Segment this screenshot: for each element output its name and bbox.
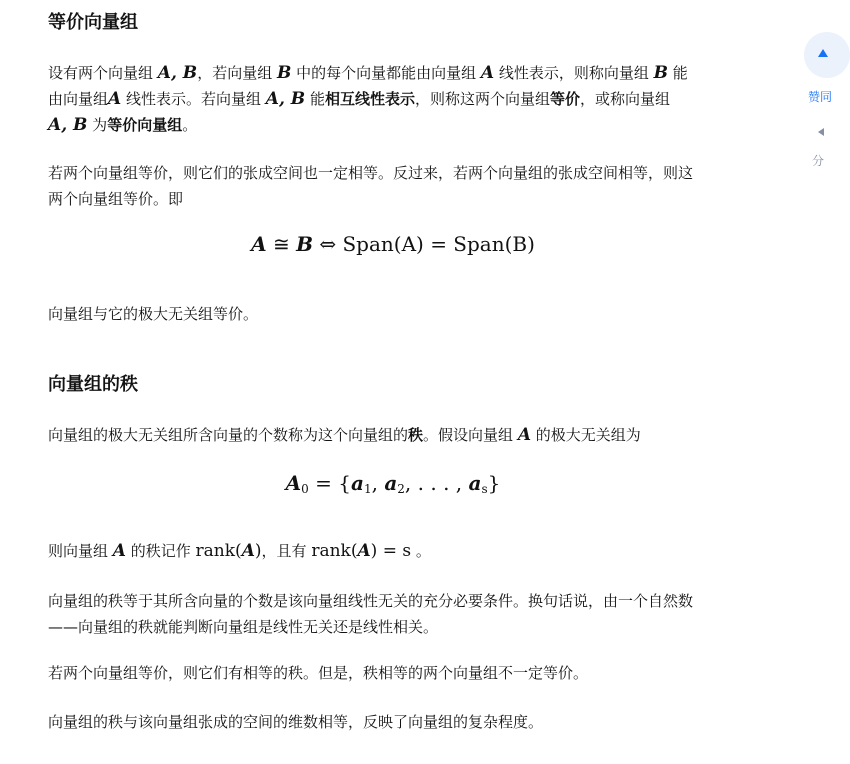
math-inline: rank( — [195, 541, 242, 561]
math-symbol: , . . . , — [404, 471, 469, 495]
math-symbol: B — [296, 232, 313, 256]
bold-text: 等价向量组 — [107, 116, 183, 134]
math-inline: ) — [254, 541, 262, 561]
like-label[interactable]: 赞同 — [808, 90, 833, 104]
text: 设有两个向量组 — [48, 64, 158, 82]
text: 则向量组 — [48, 542, 113, 560]
bold-text: 秩 — [408, 426, 424, 444]
paragraph-definition — [48, 60, 748, 138]
text-line: ——向量组的秩就能判断向量组是线性无关还是线性相关。 — [48, 618, 439, 636]
share-caret-icon[interactable] — [818, 128, 824, 136]
paragraph-maximal-independent: 向量组与它的极大无关组等价。 — [48, 305, 259, 323]
text: 的极大无关组为 — [531, 426, 641, 444]
math-var: a — [468, 471, 482, 495]
text: 能 — [668, 64, 688, 82]
paragraph-rank-notation — [48, 538, 431, 564]
text-line: 若两个向量组等价，则它们的张成空间也一定相等。反过来，若两个向量组的张成空间相等，则这 — [48, 164, 694, 182]
math-inline: A — [517, 425, 532, 445]
math-subscript: 2 — [397, 482, 405, 496]
math-symbol — [351, 471, 372, 495]
math-symbol: A — [251, 232, 267, 256]
math-symbol: = { — [308, 471, 351, 495]
text: ，且有 — [261, 542, 312, 560]
paragraph-rank-independence — [48, 588, 748, 640]
text: 向量组的极大无关组所含向量的个数称为这个向量组的 — [48, 426, 409, 444]
text: 能 — [305, 90, 325, 108]
text: 。 — [411, 542, 431, 560]
text-line: 向量组的秩等于其所含向量的个数是该向量组线性无关的充分必要条件。换句话说，由一个自然数 — [48, 592, 694, 610]
math-symbol: } — [487, 471, 501, 495]
formula-equivalence — [48, 232, 738, 256]
paragraph-span-equivalence — [48, 160, 748, 212]
bold-text: 相互线性表示 — [324, 90, 415, 108]
math-inline: A — [112, 541, 126, 561]
math-symbol — [384, 471, 405, 495]
section-title-rank: 向量组的秩 — [48, 374, 138, 395]
math-subscript: 0 — [301, 482, 309, 496]
side-action-rail — [804, 32, 833, 168]
text-line: 两个向量组等价。即 — [48, 190, 184, 208]
like-button[interactable] — [804, 32, 850, 78]
upvote-triangle-icon — [818, 49, 828, 57]
text: 中的每个向量都能由向量组 — [291, 64, 481, 82]
math-var: a — [350, 471, 364, 495]
math-inline: B — [653, 63, 669, 83]
math-inline: A, B — [157, 63, 198, 83]
math-inline: A, B — [265, 89, 306, 109]
text: ，或称向量组 — [580, 90, 671, 108]
text: 由向量组 — [48, 90, 109, 108]
share-label[interactable]: 分 — [812, 154, 825, 168]
paragraph-rank-dimension: 向量组的秩与该向量组张成的空间的维数相等，反映了向量组的复杂程度。 — [48, 713, 544, 731]
text: ，若向量组 — [197, 64, 277, 82]
math-var: a — [384, 471, 398, 495]
section-title-equivalent-vector-groups: 等价向量组 — [48, 12, 138, 33]
math-inline: A — [480, 63, 495, 83]
text: ，则称这两个向量组 — [414, 90, 550, 108]
paragraph-rank-definition — [48, 422, 748, 448]
math-symbol: ≅ — [266, 232, 297, 256]
math-subscript: 1 — [363, 482, 372, 496]
math-subscript: s — [481, 482, 488, 496]
math-inline: rank( — [311, 541, 358, 561]
math-inline: A — [357, 541, 371, 561]
text: 。假设向量组 — [423, 426, 518, 444]
math-var: A — [285, 471, 302, 495]
paragraph-equal-rank: 若两个向量组等价，则它们有相等的秩。但是，秩相等的两个向量组不一定等价。 — [48, 664, 589, 682]
math-inline: ) = s — [370, 541, 412, 561]
math-inline: A — [108, 89, 122, 109]
text: 的秩记作 — [125, 542, 196, 560]
formula-maximal-set — [48, 471, 738, 496]
math-inline: B — [276, 63, 292, 83]
math-inline: A, B — [48, 115, 88, 135]
text: 。 — [182, 116, 198, 134]
text: 线性表示，则称向量组 — [494, 64, 654, 82]
text: 线性表示。若向量组 — [121, 90, 266, 108]
math-symbol — [286, 471, 309, 495]
math-inline: A — [241, 541, 255, 561]
text: 为 — [87, 116, 108, 134]
bold-text: 等价 — [549, 90, 580, 108]
math-symbol: , — [371, 471, 385, 495]
math-symbol: ⇔ Span(A) = Span(B) — [313, 232, 535, 256]
math-symbol — [469, 471, 488, 495]
